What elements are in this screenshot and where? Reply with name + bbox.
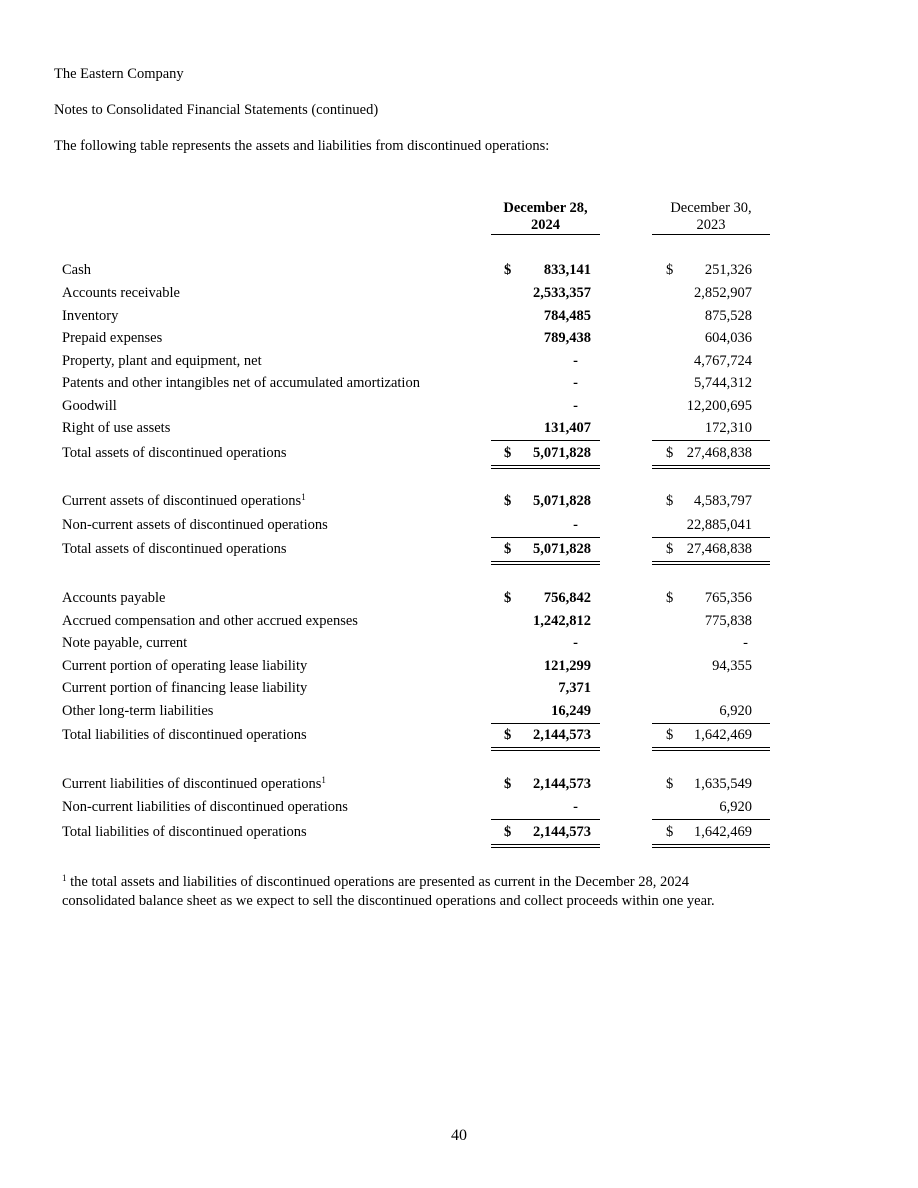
- dollar-sign: $: [504, 776, 512, 792]
- column-header-2023: December 30, 2023: [670, 200, 752, 233]
- dollar-sign: $: [666, 727, 674, 743]
- row-label: Goodwill: [62, 398, 117, 414]
- value-2023: [652, 330, 770, 350]
- row-label: Note payable, current: [62, 635, 188, 651]
- value-2024: [491, 398, 600, 418]
- notes-subtitle: Notes to Consolidated Financial Statements (continued): [54, 102, 379, 118]
- table-row: [0, 398, 918, 418]
- dollar-sign: $: [504, 824, 512, 840]
- value-2024: [491, 635, 600, 655]
- row-label: Cash: [62, 262, 91, 278]
- value-2024: [491, 541, 600, 565]
- table-row: [0, 613, 918, 633]
- footnote-marker: 1: [62, 873, 67, 883]
- value-2023: [652, 375, 770, 395]
- nil-dash: -: [573, 635, 578, 651]
- dollar-sign: $: [666, 445, 674, 461]
- row-label: Property, plant and equipment, net: [62, 353, 262, 369]
- amount: 4,583,797: [694, 493, 752, 509]
- dollar-sign: $: [504, 493, 512, 509]
- amount: 789,438: [543, 330, 591, 346]
- dollar-sign: $: [666, 590, 674, 606]
- table-row: [0, 493, 918, 513]
- amount: 1,642,469: [694, 727, 752, 743]
- table-row: [0, 703, 918, 723]
- value-2024: [491, 375, 600, 395]
- value-2024: [491, 590, 600, 610]
- row-label: Other long-term liabilities: [62, 703, 214, 719]
- column-rule-2024: [491, 234, 600, 235]
- amount: 22,885,041: [686, 517, 752, 533]
- value-2024: [491, 420, 600, 441]
- amount: 121,299: [543, 658, 591, 674]
- value-2024: [491, 330, 600, 350]
- value-2024: [491, 613, 600, 633]
- value-2023: [652, 262, 770, 282]
- row-label: Total assets of discontinued operations: [62, 445, 287, 461]
- row-label: Non-current liabilities of discontinued operations: [62, 799, 348, 815]
- table-row: [0, 776, 918, 796]
- value-2024: [491, 445, 600, 469]
- amount: 765,356: [704, 590, 752, 606]
- value-2023: [652, 613, 770, 633]
- value-2024: [491, 799, 600, 820]
- table-row: [0, 635, 918, 655]
- value-2024: [491, 703, 600, 724]
- amount: 2,852,907: [694, 285, 752, 301]
- value-2024: [491, 680, 600, 700]
- table-row: [0, 353, 918, 373]
- column-header-2024: December 28, 2024: [503, 200, 588, 233]
- amount: 2,144,573: [533, 727, 591, 743]
- amount: 16,249: [551, 703, 591, 719]
- amount: 4,767,724: [694, 353, 752, 369]
- value-2023: [652, 727, 770, 751]
- dollar-sign: $: [504, 727, 512, 743]
- amount: 6,920: [719, 703, 752, 719]
- nil-dash: -: [573, 353, 578, 369]
- value-2023: [652, 517, 770, 538]
- value-2023: [652, 635, 770, 655]
- value-2023: [652, 824, 770, 848]
- amount: 2,533,357: [533, 285, 591, 301]
- row-label: Current portion of operating lease liability: [62, 658, 308, 674]
- value-2024: [491, 727, 600, 751]
- amount: 5,071,828: [533, 493, 591, 509]
- table-row: [0, 727, 918, 747]
- table-row: [0, 375, 918, 395]
- amount: 27,468,838: [686, 541, 752, 557]
- amount: 131,407: [543, 420, 591, 436]
- value-2023: [652, 420, 770, 441]
- value-2024: [491, 308, 600, 328]
- table-intro: The following table represents the assets and liabilities from discontinued operations:: [54, 138, 550, 154]
- amount: 7,371: [558, 680, 591, 696]
- dollar-sign: $: [504, 590, 512, 606]
- value-2023: [652, 680, 770, 700]
- amount: 756,842: [543, 590, 591, 606]
- row-label: Accrued compensation and other accrued expenses: [62, 613, 358, 629]
- value-2023: [652, 398, 770, 418]
- dollar-sign: $: [666, 262, 674, 278]
- footnote: [62, 873, 762, 911]
- table-row: [0, 680, 918, 700]
- row-label: Right of use assets: [62, 420, 171, 436]
- amount: 775,838: [704, 613, 752, 629]
- amount: 1,635,549: [694, 776, 752, 792]
- value-2023: [652, 799, 770, 820]
- nil-dash: -: [573, 375, 578, 391]
- nil-dash: -: [573, 799, 578, 815]
- table-row: [0, 285, 918, 305]
- table-row: [0, 330, 918, 350]
- amount: 2,144,573: [533, 824, 591, 840]
- value-2024: [491, 824, 600, 848]
- amount: 2,144,573: [533, 776, 591, 792]
- amount: 784,485: [543, 308, 591, 324]
- table-row: [0, 308, 918, 328]
- amount: 1,242,812: [533, 613, 591, 629]
- value-2023: [652, 445, 770, 469]
- dollar-sign: $: [666, 824, 674, 840]
- column-rule-2023: [652, 234, 770, 235]
- table-row: [0, 590, 918, 610]
- value-2023: [652, 703, 770, 724]
- table-row: [0, 824, 918, 844]
- footnote-text: the total assets and liabilities of discontinued operations are presented as current in the December 28, 2024 consolidated balance sheet as we expect to sell the discontinued operations and collect proceeds within one year.: [62, 874, 715, 909]
- table-row: [0, 658, 918, 678]
- nil-dash: -: [573, 517, 578, 533]
- amount: 5,744,312: [694, 375, 752, 391]
- value-2023: [652, 658, 770, 678]
- row-label: Current portion of financing lease liability: [62, 680, 308, 696]
- value-2024: [491, 285, 600, 305]
- row-label: Accounts payable: [62, 590, 166, 606]
- value-2024: [491, 658, 600, 678]
- dollar-sign: $: [666, 493, 674, 509]
- amount: 27,468,838: [686, 445, 752, 461]
- row-label: Patents and other intangibles net of accumulated amortization: [62, 375, 420, 391]
- dollar-sign: $: [666, 776, 674, 792]
- amount: 833,141: [543, 262, 591, 278]
- value-2023: [652, 308, 770, 328]
- amount: 604,036: [704, 330, 752, 346]
- value-2024: [491, 493, 600, 513]
- value-2023: [652, 353, 770, 373]
- footnote-ref: 1: [321, 775, 326, 785]
- row-label: Total assets of discontinued operations: [62, 541, 287, 557]
- row-label: Current assets of discontinued operations$^1$: [62, 492, 306, 509]
- value-2023: [652, 493, 770, 513]
- table-row: [0, 445, 918, 465]
- dollar-sign: $: [504, 445, 512, 461]
- table-row: [0, 799, 918, 819]
- row-label: Non-current assets of discontinued operations: [62, 517, 328, 533]
- value-2023: [652, 776, 770, 796]
- table-row: [0, 262, 918, 282]
- row-label: Accounts receivable: [62, 285, 180, 301]
- amount: 5,071,828: [533, 445, 591, 461]
- dollar-sign: $: [504, 541, 512, 557]
- amount: 94,355: [712, 658, 752, 674]
- value-2024: [491, 517, 600, 538]
- row-label: Inventory: [62, 308, 119, 324]
- table-row: [0, 517, 918, 537]
- value-2023: [652, 590, 770, 610]
- amount: 251,326: [704, 262, 752, 278]
- value-2024: [491, 776, 600, 796]
- row-label: Prepaid expenses: [62, 330, 163, 346]
- value-2024: [491, 262, 600, 282]
- value-2023: [652, 541, 770, 565]
- value-2024: [491, 353, 600, 373]
- nil-dash: -: [743, 635, 748, 651]
- amount: 1,642,469: [694, 824, 752, 840]
- table-row: [0, 541, 918, 561]
- page-number: 40: [451, 1127, 467, 1144]
- amount: 6,920: [719, 799, 752, 815]
- company-name: The Eastern Company: [54, 66, 184, 82]
- table-row: [0, 420, 918, 440]
- nil-dash: -: [573, 398, 578, 414]
- row-label: Current liabilities of discontinued operations$^1$: [62, 775, 326, 792]
- value-2023: [652, 285, 770, 305]
- dollar-sign: $: [504, 262, 512, 278]
- amount: 172,310: [704, 420, 752, 436]
- amount: 875,528: [704, 308, 752, 324]
- dollar-sign: $: [666, 541, 674, 557]
- row-label: Total liabilities of discontinued operations: [62, 727, 307, 743]
- footnote-ref: 1: [301, 492, 306, 502]
- row-label: Total liabilities of discontinued operations: [62, 824, 307, 840]
- amount: 12,200,695: [686, 398, 752, 414]
- amount: 5,071,828: [533, 541, 591, 557]
